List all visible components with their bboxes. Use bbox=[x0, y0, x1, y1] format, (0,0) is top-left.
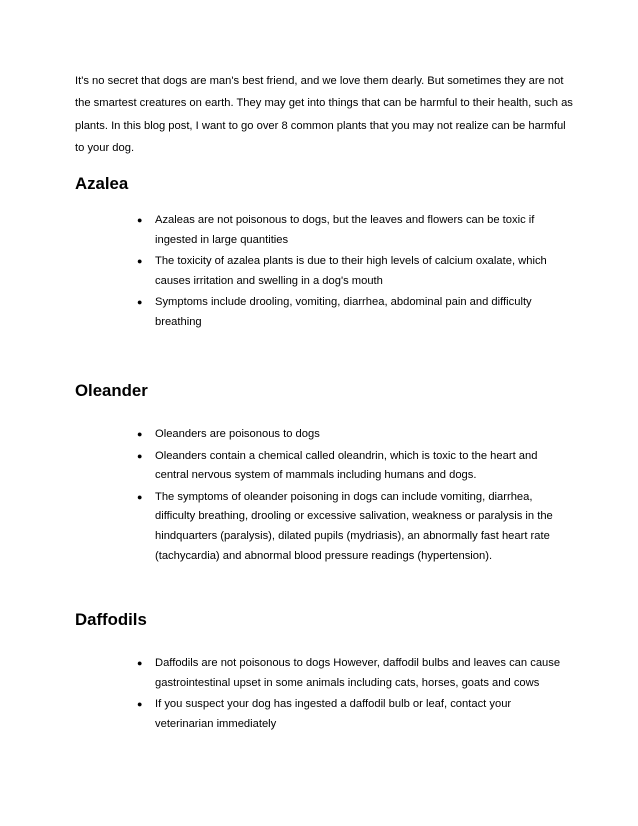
bullet-icon: ● bbox=[137, 658, 143, 668]
section-heading-daffodils: Daffodils bbox=[75, 610, 147, 629]
list-item-text: Symptoms include drooling, vomiting, diarrhea, abdominal pain and difficulty breathing bbox=[155, 296, 532, 328]
bullet-icon: ● bbox=[137, 699, 143, 710]
list-item bbox=[0, 293, 565, 332]
bullet-icon: ● bbox=[137, 429, 143, 439]
bullet-icon: ● bbox=[137, 450, 143, 461]
list-item-text: Daffodils are not poisonous to dogs However, daffodil bulbs and leaves can cause gastrointestinal upset in some animals including cats, horses, goats and cows bbox=[155, 657, 561, 689]
bullet-icon: ● bbox=[137, 215, 143, 225]
section-heading-azalea: Azalea bbox=[75, 174, 129, 193]
section-heading-oleander: Oleander bbox=[75, 381, 148, 400]
list-item-text: Oleanders contain a chemical called oleandrin, which is toxic to the heart and central nervous system of mammals including humans and dogs. bbox=[155, 449, 538, 482]
list-item-text: If you suspect your dog has ingested a daffodil bulb or leaf, contact your veterinarian immediately bbox=[155, 698, 512, 730]
list-item bbox=[0, 695, 565, 734]
list-item bbox=[0, 425, 565, 445]
list-item bbox=[0, 654, 565, 693]
list-item-text: Azaleas are not poisonous to dogs, but the leaves and flowers can be toxic if ingested in large quantities bbox=[155, 214, 535, 246]
azalea-list bbox=[0, 211, 638, 335]
bullet-icon: ● bbox=[137, 297, 143, 308]
oleander-list bbox=[0, 425, 638, 568]
list-item-text: The toxicity of azalea plants is due to their high levels of calcium oxalate, which causes irritation and swelling in a dog's mouth bbox=[155, 255, 547, 287]
bullet-icon: ● bbox=[137, 256, 143, 267]
intro-paragraph: It's no secret that dogs are man's best friend, and we love them dearly. But sometimes they are not the smartest creatures on earth. They may get into things that can be harmful to their health, such as plants. In this blog post, I want to go over 8 common plants that you may not realize can be harmful to your dog. bbox=[75, 75, 573, 154]
list-item bbox=[0, 252, 565, 291]
list-item-text: Oleanders are poisonous to dogs bbox=[155, 428, 320, 440]
daffodils-list bbox=[0, 654, 638, 736]
list-item bbox=[0, 488, 565, 566]
list-item bbox=[0, 211, 565, 250]
list-item-text: The symptoms of oleander poisoning in dogs can include vomiting, diarrhea, difficulty breathing, drooling or excessive salivation, weakness or paralysis in the hindquarters (paralysis), dilated pupils (mydriasis), an abnormally fast heart rate (tachycardia) and abnormal blood pressure readings (hypertension). bbox=[155, 490, 553, 562]
list-item bbox=[0, 447, 565, 486]
bullet-icon: ● bbox=[137, 491, 143, 502]
